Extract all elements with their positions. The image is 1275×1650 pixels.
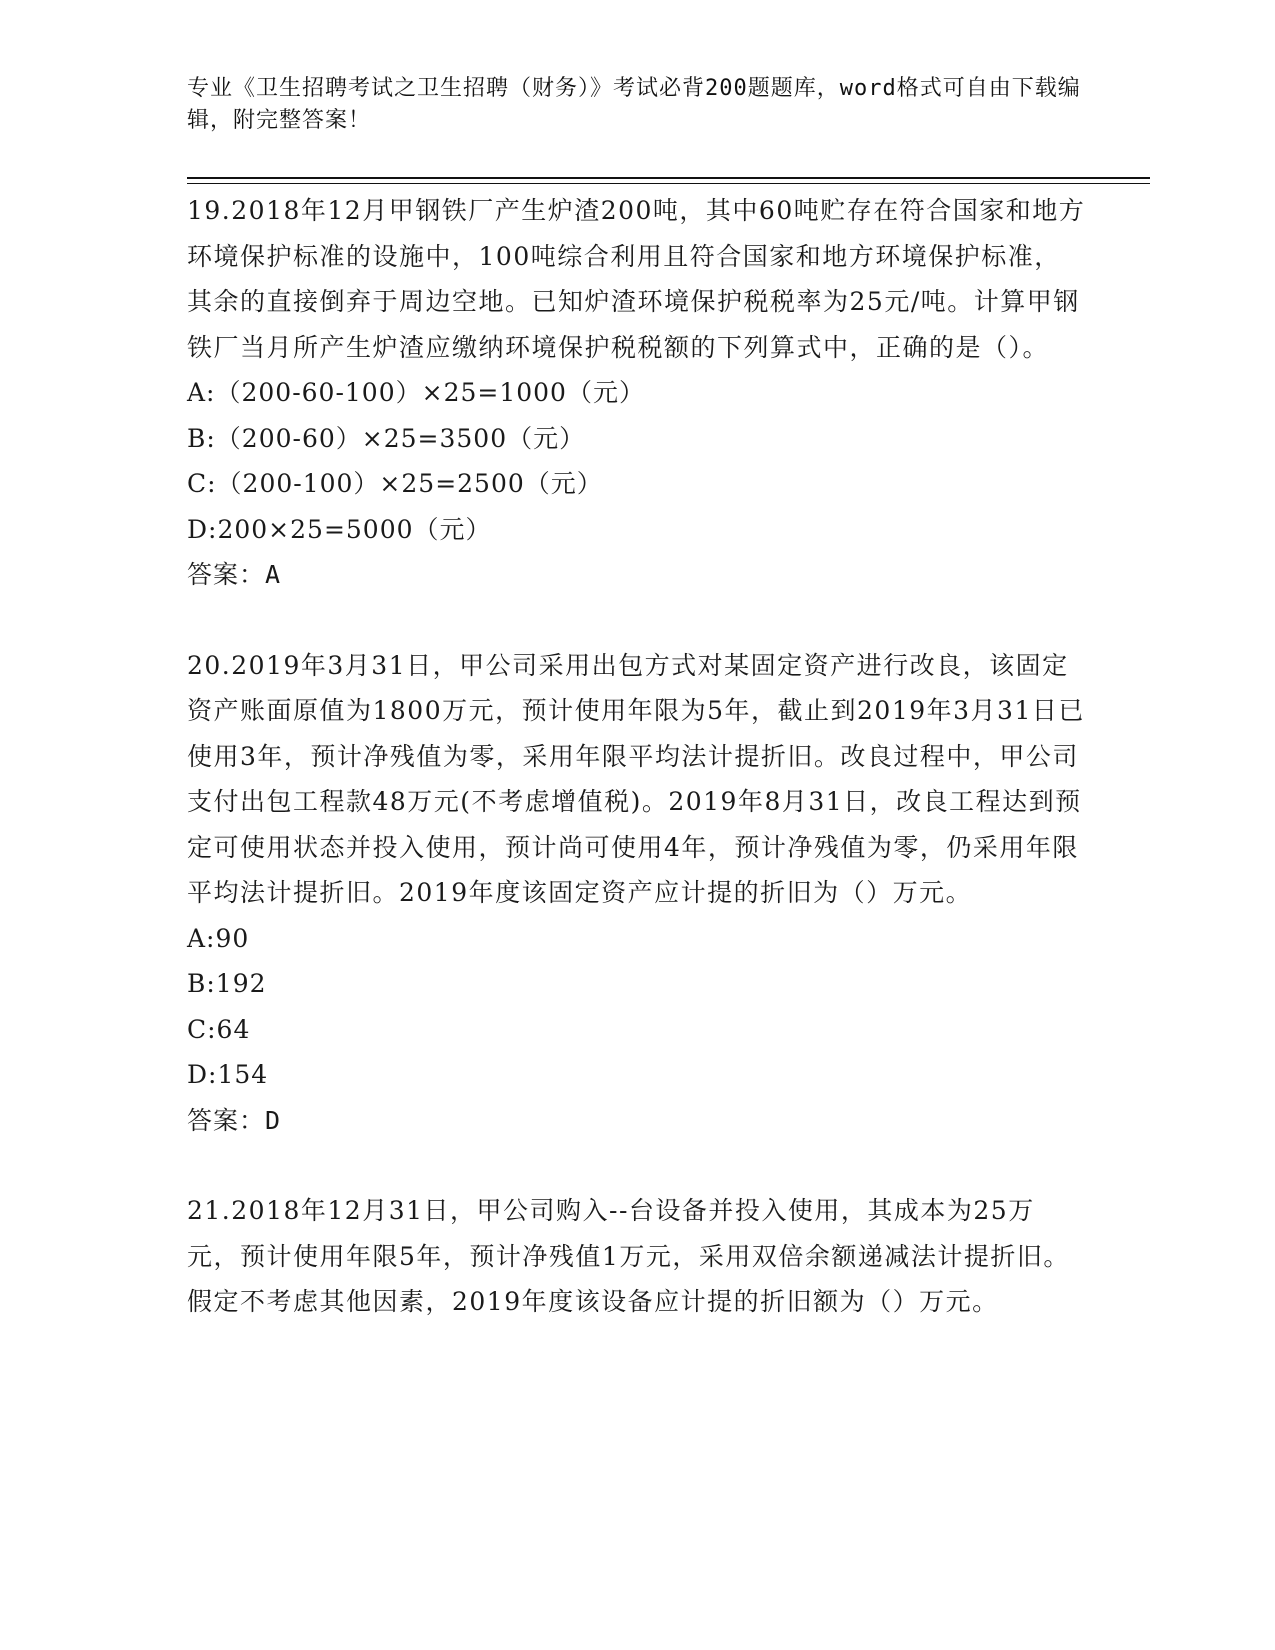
question-19: [187, 188, 1087, 598]
answer-line: 答案：A: [187, 560, 282, 589]
question-text: 20.2019年3月31日，甲公司采用出包方式对某固定资产进行改良，该固定资产账面原值为1800万元，预计使用年限为5年，截止到2019年3月31日已使用3年，预计净残值为零，采用年限平均法计提折旧。改良过程中，甲公司支付出包工程款48万元(不考虑增值税)。2019年8月31日，改良工程达到预定可使用状态并投入使用，预计尚可使用4年，预计净残值为零，仍采用年限平均法计提折旧。2019年度该固定资产应计提的折旧为（）万元。: [187, 650, 1085, 907]
option-d: D:154: [187, 1060, 269, 1089]
question-text: 19.2018年12月甲钢铁厂产生炉渣200吨，其中60吨贮存在符合国家和地方环境保护标准的设施中，100吨综合利用且符合国家和地方环境保护标准，其余的直接倒弃于周边空地。已知炉渣环境保护税税率为25元/吨。计算甲钢铁厂当月所产生炉渣应缴纳环境保护税税额的下列算式中，正确的是（）。: [187, 196, 1086, 362]
option-a: A:90: [187, 923, 250, 953]
document-header: 专业《卫生招聘考试之卫生招聘（财务）》考试必背200题题库，word格式可自由下载编辑，附完整答案！: [187, 76, 1081, 133]
option-b: B:192: [187, 969, 267, 998]
question-gap: [187, 598, 1087, 643]
header-divider-thick: [187, 177, 1150, 179]
option-d: D:200×25=5000（元）: [187, 514, 492, 544]
answer-line: 答案：D: [187, 1105, 282, 1135]
question-text: 21.2018年12月31日，甲公司购入--台设备并投入使用，其成本为25万元，预计使用年限5年，预计净残值1万元，采用双倍余额递减法计提折旧。假定不考虑其他因素，2019年度该设备应计提的折旧额为（）万元。: [187, 1196, 1070, 1316]
question-21: [187, 1188, 1087, 1325]
question-list: [187, 188, 1087, 1325]
header-divider-thin: [187, 183, 1150, 184]
option-c: C:64: [187, 1014, 251, 1044]
question-gap: [187, 1143, 1087, 1188]
option-c: C:（200-100）×25=2500（元）: [187, 469, 603, 498]
question-20: [187, 643, 1087, 1144]
option-a: A:（200-60-100）×25=1000（元）: [187, 378, 645, 407]
option-b: B:（200-60）×25=3500（元）: [187, 423, 586, 453]
